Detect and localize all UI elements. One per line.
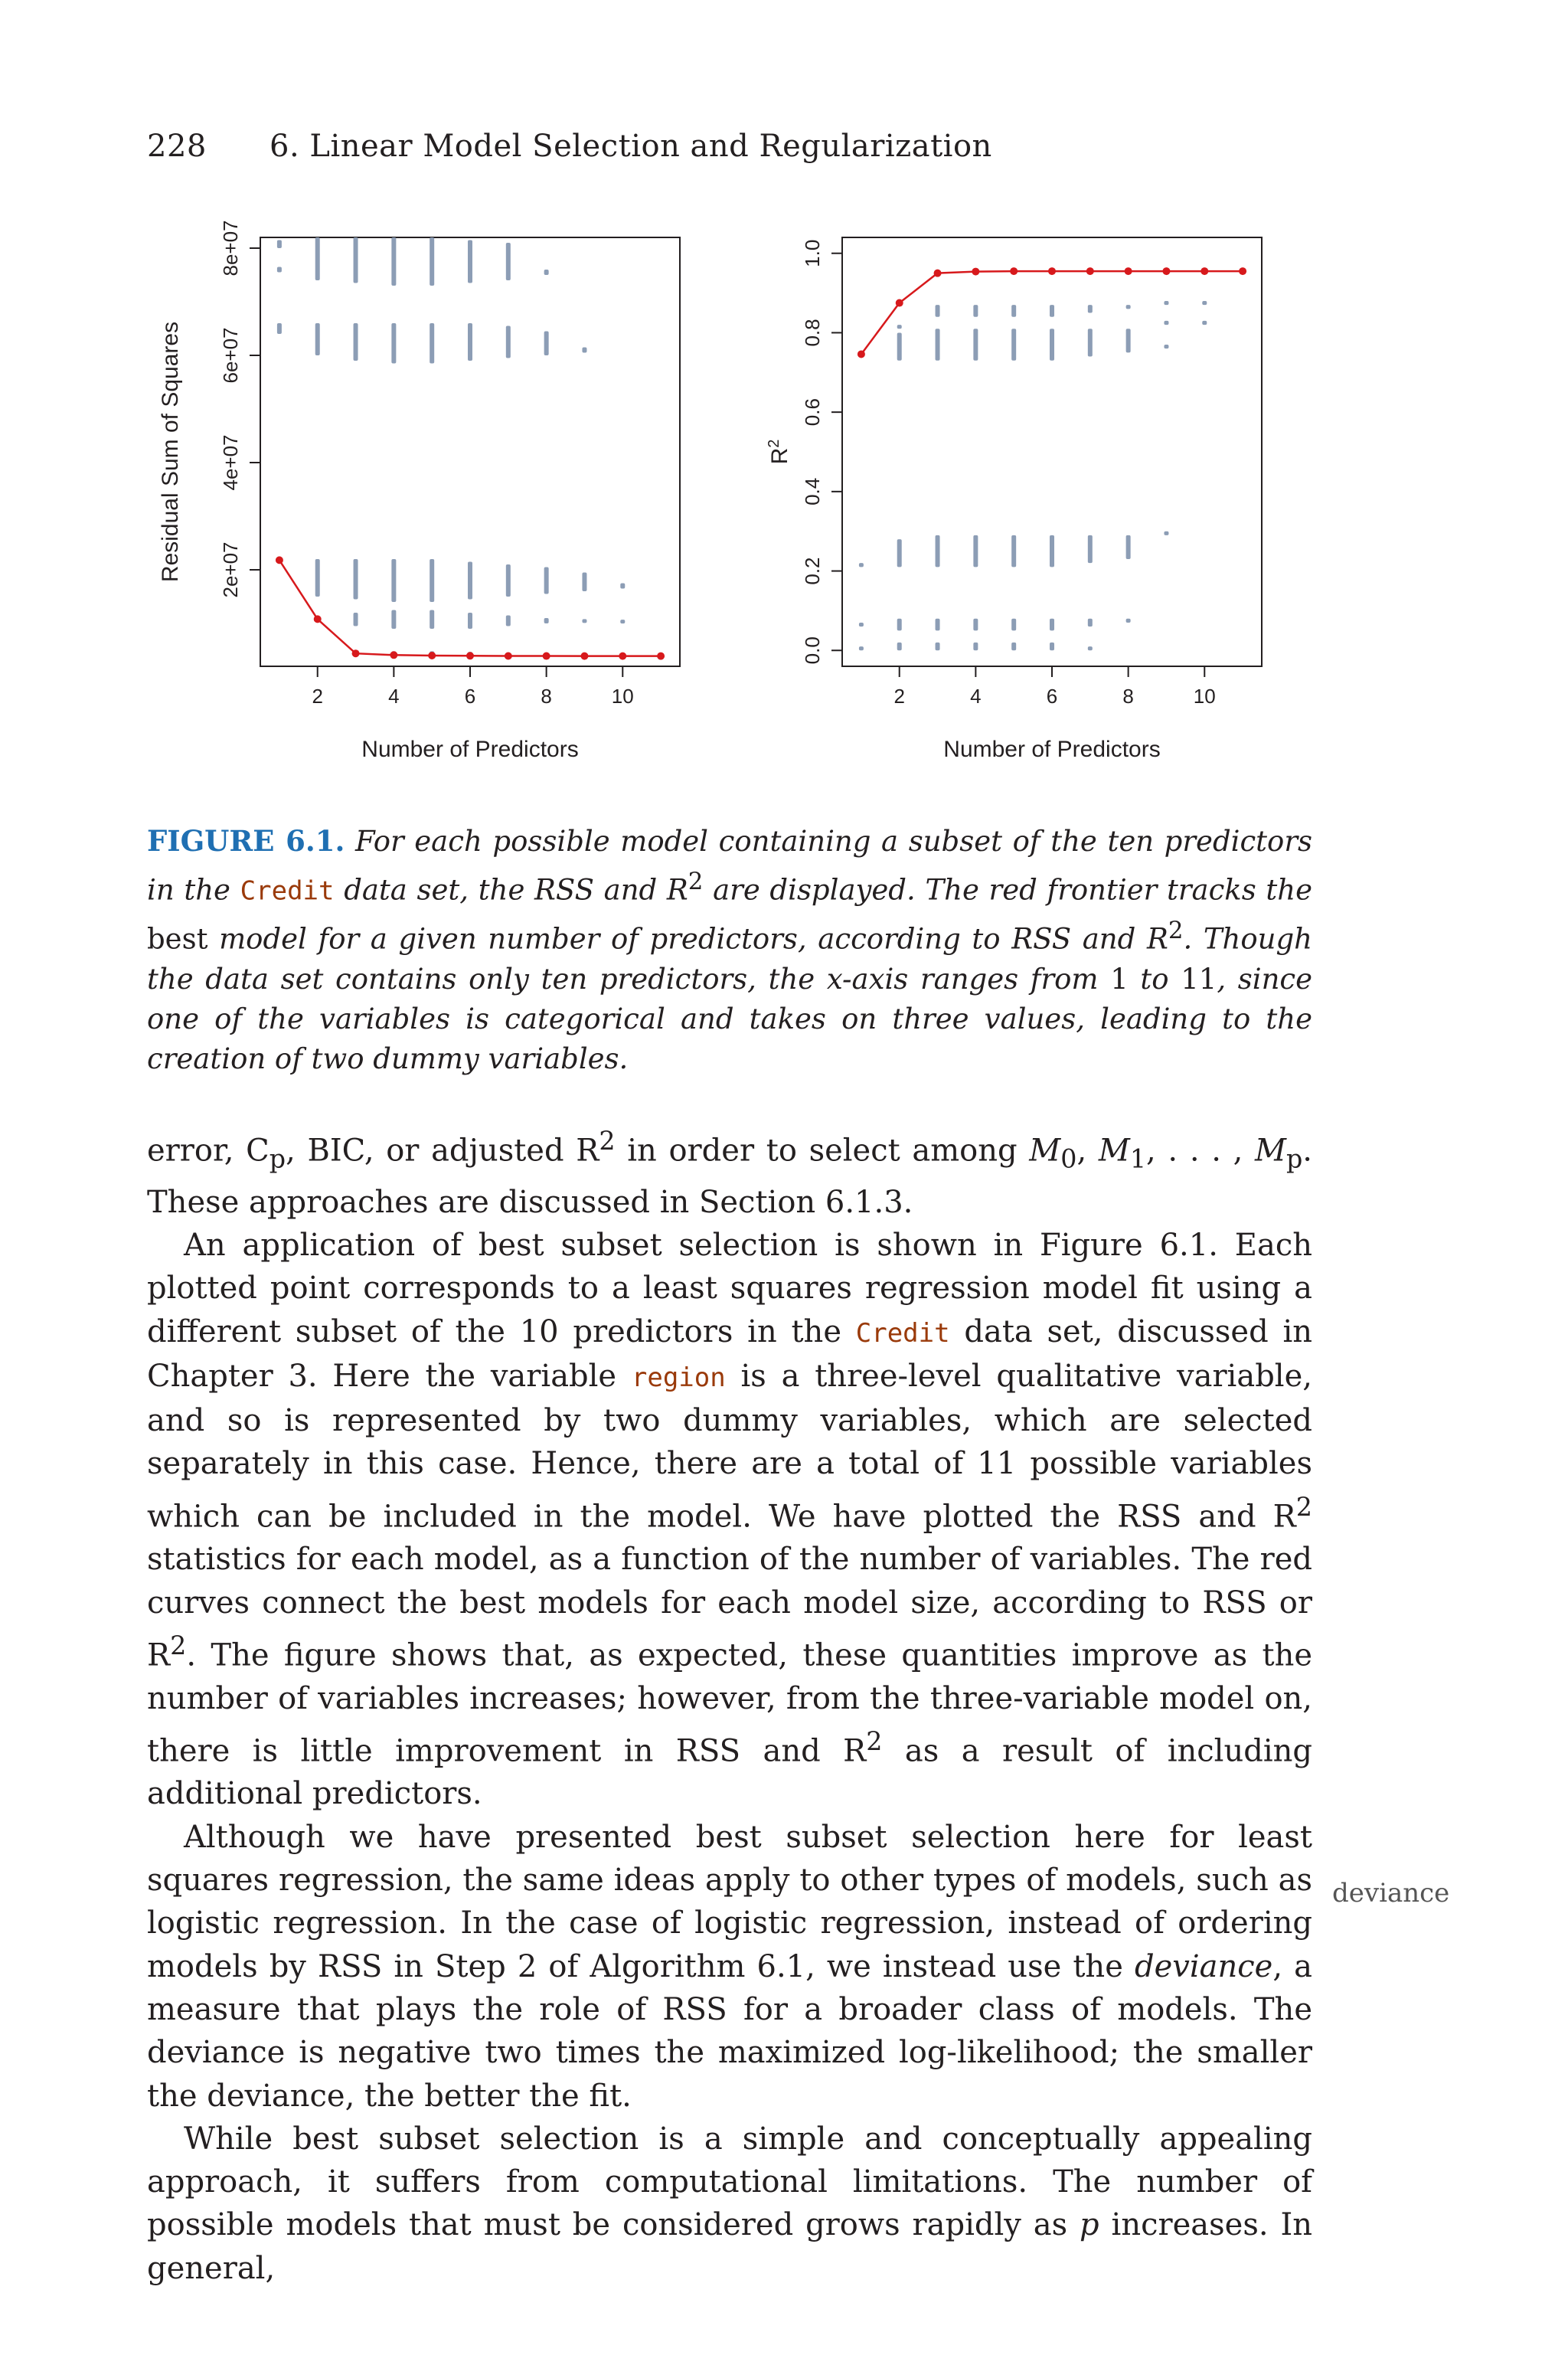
data-point-group bbox=[1050, 305, 1054, 317]
data-point-group bbox=[544, 618, 549, 623]
p2-text-c: is a three-level qualitative variable, and so is represented by two dummy variables, which are selected separately in this case. Hence, there are a total of 11 possible variables which can be included in the model. We have plotted the RSS and R bbox=[147, 1358, 1312, 1535]
p1-m0: M bbox=[1029, 1133, 1061, 1169]
p2-sup-1: 2 bbox=[1295, 1491, 1312, 1522]
p4-p: p bbox=[1080, 2207, 1099, 2243]
x-tick-label: 10 bbox=[1193, 685, 1216, 708]
p3-deviance-term: deviance bbox=[1134, 1948, 1273, 1984]
data-point-group bbox=[897, 539, 902, 567]
y-tick-label: 2e+07 bbox=[219, 541, 242, 598]
data-point-group bbox=[1088, 535, 1093, 563]
data-point-group bbox=[544, 568, 549, 594]
p4-text-b: increases. In general, bbox=[147, 2207, 1313, 2286]
frontier-point bbox=[580, 653, 588, 660]
caption-text-3: are displayed. The red frontier tracks the bbox=[713, 873, 1313, 907]
data-point-group bbox=[859, 623, 864, 626]
y-tick-label: 1.0 bbox=[801, 239, 824, 267]
p2-code-credit: Credit bbox=[855, 1317, 950, 1349]
data-point-group bbox=[1164, 321, 1168, 325]
frontier-point bbox=[1239, 267, 1246, 275]
page-number: 228 bbox=[147, 129, 207, 164]
data-point-group bbox=[620, 620, 625, 623]
caption-text-1: For each possible model containing a subset of the ten predictors in the bbox=[147, 825, 1313, 907]
data-point-group bbox=[897, 332, 902, 360]
data-point-group bbox=[1126, 535, 1131, 559]
p1-s0: 0 bbox=[1060, 1143, 1077, 1174]
frontier-point bbox=[1162, 267, 1170, 275]
data-point-group bbox=[1126, 305, 1131, 309]
rss-chart-svg bbox=[138, 214, 704, 781]
data-point-group bbox=[1088, 619, 1093, 626]
data-point-group bbox=[391, 323, 396, 364]
running-header bbox=[147, 129, 992, 164]
y-axis-label: Residual Sum of Squares bbox=[158, 321, 183, 583]
p2-sup-3: 2 bbox=[866, 1725, 883, 1756]
p1-m1: M bbox=[1098, 1133, 1130, 1169]
data-point-group bbox=[1202, 301, 1207, 305]
data-point-group bbox=[936, 619, 940, 631]
frontier-point bbox=[314, 615, 322, 623]
x-tick-label: 4 bbox=[970, 685, 982, 708]
data-point-group bbox=[430, 323, 434, 364]
data-point-group bbox=[1050, 643, 1054, 650]
data-point-group bbox=[859, 646, 864, 650]
plot-frame bbox=[260, 237, 680, 666]
margin-note-deviance: deviance bbox=[1332, 1878, 1450, 1909]
caption-text-9: 11 bbox=[1181, 962, 1217, 996]
y-axis-label: $R^2$ bbox=[766, 439, 792, 465]
data-point-group bbox=[544, 332, 549, 356]
data-point-group bbox=[315, 559, 320, 597]
p4-text-a: While best subset selection is a simple and conceptually appealing approach, it suffers from computational limitations. The number of possible models that must be considered grows rapidly as bbox=[147, 2121, 1312, 2243]
x-tick-label: 8 bbox=[1122, 685, 1134, 708]
data-point-group bbox=[354, 237, 358, 283]
data-point-group bbox=[1011, 619, 1016, 631]
paragraph-1: error, $C_p$, BIC, or adjusted $R^2$ in order to select among $M_0$, $M_1$, . . . , $M_p$. These approaches are discussed in Section 6.1.3. bbox=[147, 1126, 1312, 1220]
r2-chart-svg bbox=[720, 214, 1286, 781]
p1-text-d: . These approaches are discussed in Section 6.1.3. bbox=[147, 1133, 1312, 1220]
data-point-group bbox=[973, 305, 978, 317]
data-point-group bbox=[897, 643, 902, 650]
data-point-group bbox=[973, 329, 978, 360]
data-point-group bbox=[973, 535, 978, 567]
frontier-point bbox=[657, 653, 665, 660]
x-tick-label: 2 bbox=[312, 685, 323, 708]
frontier-point bbox=[1125, 267, 1132, 275]
x-tick-label: 4 bbox=[388, 685, 400, 708]
data-point-group bbox=[1088, 646, 1093, 650]
caption-text-6: . Though the data set contains only ten predictors, the x-axis ranges from bbox=[147, 922, 1312, 996]
data-point-group bbox=[1202, 321, 1207, 325]
data-point-group bbox=[859, 563, 864, 567]
frontier-point bbox=[390, 651, 397, 659]
data-point-group bbox=[1164, 345, 1168, 348]
data-point-group bbox=[1164, 532, 1168, 535]
y-tick-label: 0.2 bbox=[801, 557, 824, 585]
frontier-point bbox=[466, 652, 474, 659]
data-point-group bbox=[582, 573, 586, 592]
p1-mp: M bbox=[1254, 1133, 1286, 1169]
data-point-group bbox=[1011, 305, 1016, 317]
paragraph-3 bbox=[147, 1816, 1312, 2118]
frontier-point bbox=[934, 270, 942, 277]
caption-code-credit: Credit bbox=[240, 875, 335, 907]
r2-chart bbox=[720, 214, 1286, 784]
data-point-group bbox=[468, 323, 472, 361]
figure-caption bbox=[147, 821, 1312, 1079]
frontier-point bbox=[505, 652, 512, 659]
data-point-group bbox=[354, 613, 358, 626]
p2-sup-2: 2 bbox=[170, 1630, 187, 1660]
data-point-group bbox=[973, 619, 978, 631]
data-point-group bbox=[936, 329, 940, 360]
y-tick-label: 4e+07 bbox=[219, 434, 242, 491]
data-point-group bbox=[391, 237, 396, 286]
data-point-group bbox=[468, 613, 472, 629]
data-point-group bbox=[936, 535, 940, 567]
p3-text-a: Although we have presented best subset selection here for least squares regression, the same ideas apply to other types of models, such as logistic regression. In the case of logistic regression, instead of ordering models by RSS in Step 2 of Algorithm 6.1, we instead use the bbox=[147, 1819, 1312, 1984]
x-axis-label: Number of Predictors bbox=[943, 737, 1161, 762]
data-point-group bbox=[582, 619, 586, 623]
caption-sup-1: 2 bbox=[688, 868, 704, 895]
paragraph-2 bbox=[147, 1224, 1312, 1816]
x-tick-label: 2 bbox=[893, 685, 905, 708]
p1-sup: 2 bbox=[599, 1126, 616, 1156]
frontier-point bbox=[276, 556, 283, 564]
y-tick-label: 0.4 bbox=[801, 477, 824, 505]
plot-frame bbox=[842, 237, 1262, 666]
rss-chart bbox=[138, 214, 704, 784]
frontier-point bbox=[428, 652, 436, 659]
data-point-group bbox=[1050, 535, 1054, 567]
caption-text-10: , since one of the variables is categorical and takes on three values, leading to the creation of two dummy variables. bbox=[147, 962, 1313, 1075]
data-point-group bbox=[620, 584, 625, 589]
data-point-group bbox=[1126, 619, 1131, 623]
p2-text-b: data set, discussed in Chapter 3. Here the variable bbox=[147, 1313, 1312, 1394]
data-point-group bbox=[277, 267, 282, 273]
data-point-group bbox=[1088, 329, 1093, 356]
data-point-group bbox=[936, 305, 940, 317]
data-point-group bbox=[544, 270, 549, 275]
data-point-group bbox=[582, 348, 586, 353]
caption-sup-2: 2 bbox=[1168, 917, 1184, 945]
p1-text-b: , BIC, or adjusted R bbox=[286, 1133, 599, 1169]
p1-sp: p bbox=[1285, 1143, 1303, 1174]
data-point-group bbox=[391, 559, 396, 602]
data-point-group bbox=[506, 616, 511, 626]
data-point-group bbox=[506, 243, 511, 280]
p1-dots: , . . . , bbox=[1146, 1133, 1255, 1169]
data-point-group bbox=[354, 559, 358, 600]
p1-text-a: error, C bbox=[147, 1133, 270, 1169]
data-point-group bbox=[897, 619, 902, 631]
p1-text-c: in order to select among bbox=[615, 1133, 1030, 1169]
x-axis-label: Number of Predictors bbox=[361, 737, 579, 762]
data-point-group bbox=[277, 240, 282, 249]
data-point-group bbox=[1050, 619, 1054, 631]
data-point-group bbox=[1011, 535, 1016, 567]
y-tick-label: 0.6 bbox=[801, 398, 824, 427]
data-point-group bbox=[973, 643, 978, 650]
y-tick-label: 6e+07 bbox=[219, 327, 242, 384]
p2-text-e: . The figure shows that, as expected, these quantities improve as the number of variables increases; however, from the three-variable model on, there is little improvement in RSS and R bbox=[147, 1637, 1312, 1769]
data-point-group bbox=[315, 323, 320, 355]
data-point-group bbox=[430, 559, 434, 602]
data-point-group bbox=[506, 564, 511, 597]
p2-text-f: as a result of including additional predictors. bbox=[147, 1733, 1312, 1812]
data-point-group bbox=[391, 610, 396, 630]
p1-sub-p: p bbox=[269, 1143, 286, 1174]
figure-label: FIGURE 6.1. bbox=[147, 824, 345, 858]
caption-text-7: 1 bbox=[1110, 962, 1129, 996]
caption-text-8: to bbox=[1140, 962, 1169, 996]
frontier-point bbox=[619, 653, 626, 660]
caption-text-5: model for a given number of predictors, according to RSS and R bbox=[219, 922, 1168, 956]
data-point-group bbox=[1011, 643, 1016, 650]
data-point-group bbox=[468, 240, 472, 283]
data-point-group bbox=[1088, 305, 1093, 312]
frontier-point bbox=[896, 299, 903, 307]
y-tick-label: 0.0 bbox=[801, 636, 824, 665]
data-point-group bbox=[468, 562, 472, 600]
frontier-point bbox=[1010, 267, 1018, 275]
p1-s1: 1 bbox=[1129, 1143, 1147, 1174]
data-point-group bbox=[277, 323, 282, 334]
p3-text-b: , a measure that plays the role of RSS for a broader class of models. The deviance is negative two times the maximized log-likelihood; the smaller the deviance, the better the fit. bbox=[147, 1948, 1313, 2114]
chapter-title: 6. Linear Model Selection and Regularization bbox=[270, 129, 992, 164]
caption-text-2: data set, the RSS and R bbox=[344, 873, 688, 907]
frontier-point bbox=[858, 350, 865, 358]
data-point-group bbox=[1164, 301, 1168, 305]
x-tick-label: 10 bbox=[611, 685, 634, 708]
data-point-group bbox=[354, 323, 358, 361]
data-point-group bbox=[936, 643, 940, 650]
frontier-point bbox=[352, 649, 360, 657]
data-point-group bbox=[897, 325, 902, 329]
x-tick-label: 6 bbox=[464, 685, 476, 708]
y-tick-label: 8e+07 bbox=[219, 220, 242, 276]
p2-code-region: region bbox=[631, 1362, 726, 1393]
data-point-group bbox=[315, 237, 320, 280]
caption-text-4: best bbox=[147, 922, 208, 956]
data-point-group bbox=[1050, 329, 1054, 360]
frontier-point bbox=[1086, 267, 1094, 275]
x-tick-label: 8 bbox=[541, 685, 552, 708]
paragraph-4 bbox=[147, 2118, 1312, 2290]
body-text bbox=[147, 1120, 1312, 2290]
data-point-group bbox=[430, 237, 434, 286]
data-point-group bbox=[506, 326, 511, 358]
p2-text-d: statistics for each model, as a function of the number of variables. The red curves connect the best models for each model size, according to RSS or R bbox=[147, 1542, 1312, 1673]
frontier-point bbox=[1048, 267, 1056, 275]
data-point-group bbox=[430, 610, 434, 630]
frontier-point bbox=[972, 268, 979, 276]
frontier-point bbox=[543, 653, 550, 660]
data-point-group bbox=[1011, 329, 1016, 360]
p2-text-a: An application of best subset selection is shown in Figure 6.1. Each plotted point corresponds to a least squares regression model fit using a different subset of the 10 predictors in the bbox=[147, 1227, 1312, 1349]
frontier-point bbox=[1200, 267, 1208, 275]
y-axis-label-superscript: 2 bbox=[766, 439, 782, 448]
data-point-group bbox=[1126, 329, 1131, 352]
y-tick-label: 0.8 bbox=[801, 319, 824, 347]
x-tick-label: 6 bbox=[1046, 685, 1058, 708]
